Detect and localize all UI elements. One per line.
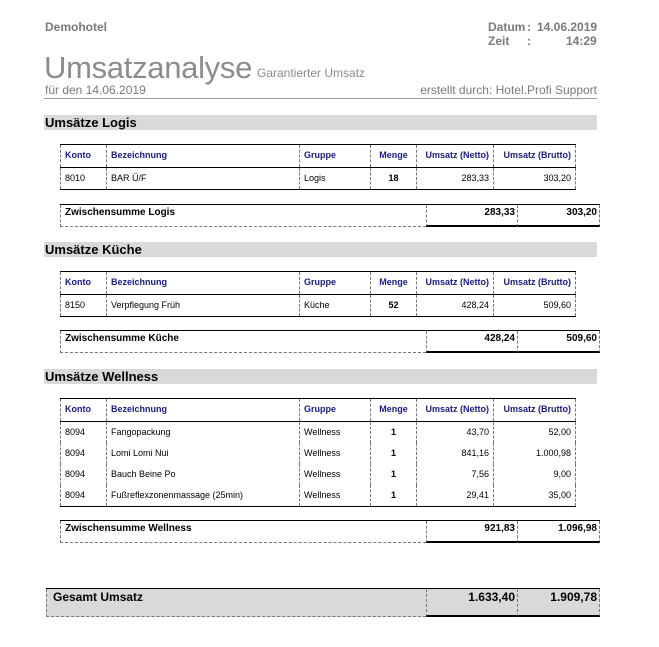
col-netto: Umsatz (Netto) (416, 145, 493, 167)
table-row (60, 422, 576, 443)
cell-bezeichnung: Bauch Beine Po (106, 464, 299, 485)
grand-total-label: Gesamt Umsatz (46, 589, 426, 617)
report-date: für den 14.06.2019 (45, 83, 146, 97)
cell-konto: 8094 (60, 485, 106, 506)
subtotal-brutto: 509,60 (517, 331, 600, 353)
col-netto: Umsatz (Netto) (416, 272, 493, 294)
hotel-name: Demohotel (45, 20, 108, 34)
cell-netto: 841,16 (416, 443, 493, 464)
col-netto: Umsatz (Netto) (416, 399, 493, 421)
grand-total (46, 588, 600, 617)
cell-netto: 29,41 (416, 485, 493, 506)
col-brutto: Umsatz (Brutto) (493, 272, 576, 294)
col-menge: Menge (370, 272, 416, 294)
grand-total-brutto: 1.909,78 (517, 589, 600, 617)
col-menge: Menge (370, 145, 416, 167)
col-konto: Konto (60, 145, 106, 167)
cell-menge: 52 (370, 295, 416, 316)
subtotal-brutto: 303,20 (517, 205, 600, 227)
table-header (60, 399, 576, 422)
header-divider (44, 98, 597, 99)
col-gruppe: Gruppe (299, 272, 370, 294)
subtotal-brutto: 1.096,98 (517, 521, 600, 543)
time-colon: : (527, 34, 531, 48)
section-title-wellness: Umsätze Wellness (44, 369, 597, 384)
date-colon: : (527, 20, 531, 34)
date-label: Datum (488, 20, 526, 34)
col-bezeichnung: Bezeichnung (106, 145, 299, 167)
col-gruppe: Gruppe (299, 399, 370, 421)
cell-brutto: 52,00 (493, 422, 576, 443)
cell-netto: 283,33 (416, 168, 493, 189)
cell-brutto: 509,60 (493, 295, 576, 316)
time-value: 14:29 (566, 34, 597, 48)
col-bezeichnung: Bezeichnung (106, 399, 299, 421)
table-header (60, 272, 576, 295)
cell-gruppe: Wellness (299, 443, 370, 464)
cell-gruppe: Wellness (299, 485, 370, 506)
report-author: erstellt durch: Hotel.Profi Support (420, 83, 597, 97)
cell-konto: 8010 (60, 168, 106, 189)
section-title-logis: Umsätze Logis (44, 115, 597, 130)
cell-bezeichnung: Verpflegung Früh (106, 295, 299, 316)
cell-gruppe: Wellness (299, 464, 370, 485)
table-row (60, 168, 576, 189)
cell-konto: 8094 (60, 464, 106, 485)
time-label: Zeit (488, 34, 510, 48)
cell-menge: 1 (370, 443, 416, 464)
cell-konto: 8150 (60, 295, 106, 316)
subtotal-label: Zwischensumme Logis (60, 205, 426, 227)
col-menge: Menge (370, 399, 416, 421)
cell-bezeichnung: Fangopackung (106, 422, 299, 443)
cell-menge: 1 (370, 485, 416, 506)
date-value: 14.06.2019 (537, 20, 598, 34)
cell-menge: 1 (370, 422, 416, 443)
subtotal-netto: 428,24 (426, 331, 517, 353)
section-title-kueche: Umsätze Küche (44, 242, 597, 257)
cell-bezeichnung: Fußreflexzonenmassage (25min) (106, 485, 299, 506)
col-gruppe: Gruppe (299, 145, 370, 167)
table-row (60, 464, 576, 485)
cell-konto: 8094 (60, 422, 106, 443)
subtotal-label: Zwischensumme Küche (60, 331, 426, 353)
col-brutto: Umsatz (Brutto) (493, 145, 576, 167)
table-kueche (60, 271, 576, 317)
cell-bezeichnung: Lomi Lomi Nui (106, 443, 299, 464)
cell-brutto: 1.000,98 (493, 443, 576, 464)
cell-menge: 18 (370, 168, 416, 189)
subtotal-netto: 283,33 (426, 205, 517, 227)
table-wellness (60, 398, 576, 507)
cell-konto: 8094 (60, 443, 106, 464)
cell-bezeichnung: BAR Ü/F (106, 168, 299, 189)
cell-gruppe: Logis (299, 168, 370, 189)
subtotal-label: Zwischensumme Wellness (60, 521, 426, 543)
cell-gruppe: Küche (299, 295, 370, 316)
table-row (60, 443, 576, 464)
page-subtitle: Garantierter Umsatz (257, 66, 366, 80)
table-row (60, 485, 576, 506)
col-konto: Konto (60, 399, 106, 421)
cell-netto: 7,56 (416, 464, 493, 485)
col-konto: Konto (60, 272, 106, 294)
cell-brutto: 9,00 (493, 464, 576, 485)
cell-netto: 428,24 (416, 295, 493, 316)
subtotal-netto: 921,83 (426, 521, 517, 543)
col-bezeichnung: Bezeichnung (106, 272, 299, 294)
table-header (60, 145, 576, 168)
cell-brutto: 303,20 (493, 168, 576, 189)
cell-menge: 1 (370, 464, 416, 485)
subtotal-logis (60, 204, 600, 227)
col-brutto: Umsatz (Brutto) (493, 399, 576, 421)
cell-brutto: 35,00 (493, 485, 576, 506)
cell-gruppe: Wellness (299, 422, 370, 443)
subtotal-kueche (60, 330, 600, 353)
cell-netto: 43,70 (416, 422, 493, 443)
page-title: Umsatzanalyse (44, 50, 253, 85)
table-row (60, 295, 576, 316)
table-logis (60, 144, 576, 190)
subtotal-wellness (60, 520, 600, 543)
grand-total-netto: 1.633,40 (426, 589, 517, 617)
